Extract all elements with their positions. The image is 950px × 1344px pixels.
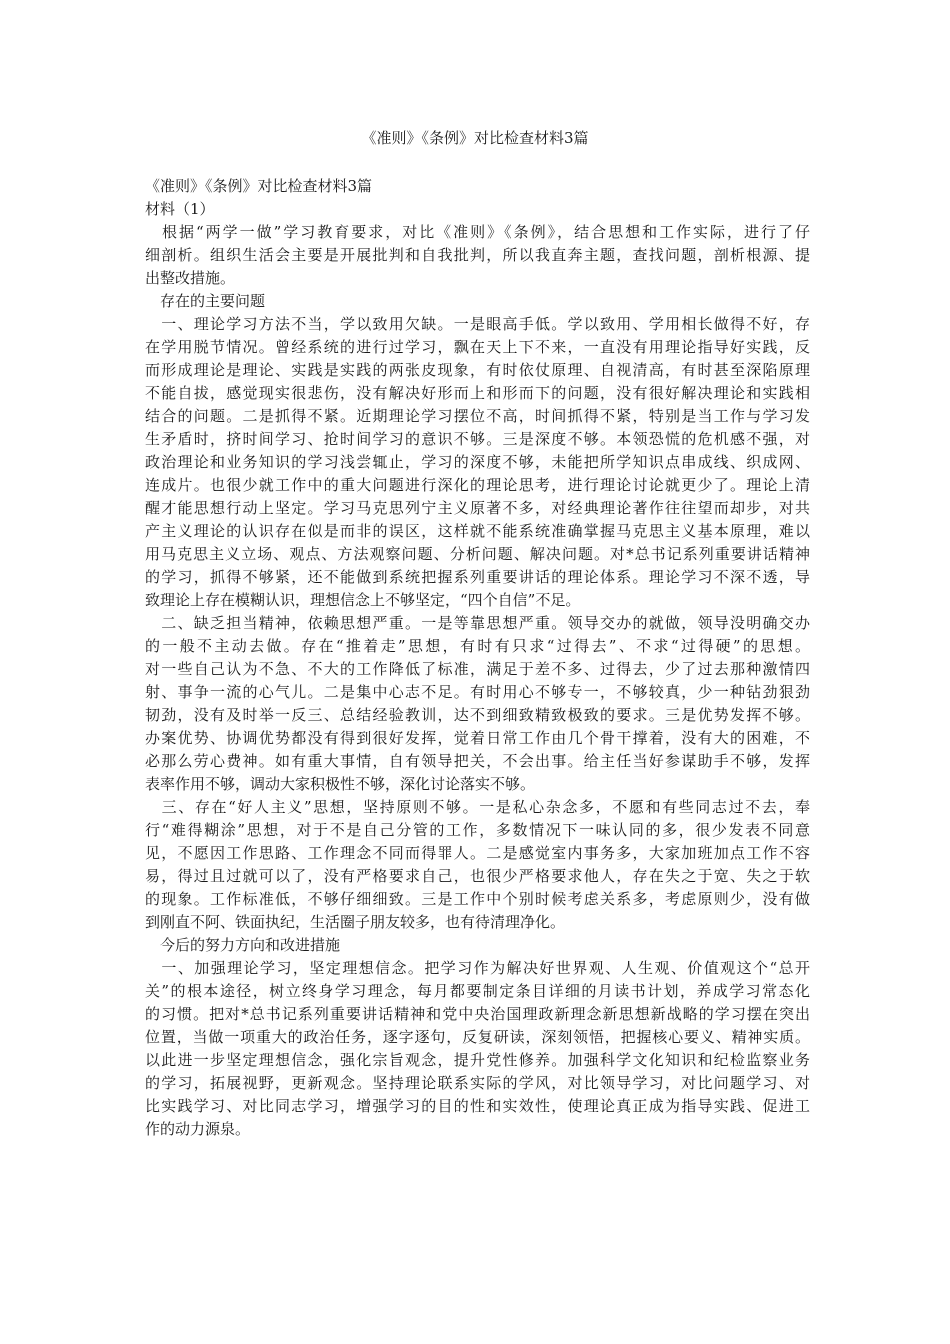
body-line: 的学习，拓展视野，更新观念。坚持理论联系实际的学风，对比领导学习，对比问题学习、对 <box>145 1074 810 1092</box>
body-line: 结合的问题。二是抓得不紧。近期理论学习摆位不高，时间抓得不紧，特别是当工作与学习发 <box>145 407 810 425</box>
body-line: 一、加强理论学习，坚定理想信念。把学习作为解决好世界观、人生观、价值观这个“总开 <box>145 959 810 977</box>
body-line: 政治理论和业务知识的学习浅尝辄止，学习的深度不够，未能把所学知识点串成线、织成网、 <box>145 453 810 471</box>
body-line: 致理论上存在模糊认识，理想信念上不够坚定，“四个自信”不足。 <box>145 591 581 609</box>
body-line: 易，得过且过就可以了，没有严格要求自己，也很少严格要求他人，存在失之于宽、失之于软 <box>145 867 810 885</box>
section-heading-measures: 今后的努力方向和改进措施 <box>145 936 341 954</box>
body-line: 而形成理论是理论、实践是实践的两张皮现象，有时依仗原理、自视清高，有时甚至深陷原理 <box>145 361 810 379</box>
body-line: 的现象。工作标准低，不够仔细细致。三是工作中个别时候考虑关系多，考虑原则少，没有做 <box>145 890 810 908</box>
body-line: 比实践学习、对比同志学习，增强学习的目的性和实效性，使理论真正成为指导实践、促进工 <box>145 1097 810 1115</box>
body-line: 醒才能思想行动上坚定。学习马克思列宁主义原著不多，对经典理论著作往往望而却步，对共 <box>145 499 810 517</box>
body-line: 三、存在“好人主义”思想，坚持原则不够。一是私心杂念多，不愿和有些同志过不去，奉 <box>145 798 810 816</box>
document-subtitle: 《准则》《条例》对比检查材料3篇 <box>145 177 373 195</box>
body-line: 对一些自己认为不急、不大的工作降低了标准，满足于差不多、过得去，少了过去那种激情四 <box>145 660 810 678</box>
body-line: 在学用脱节情况。曾经系统的进行过学习，飘在天上下不来，一直没有用理论指导好实践，反 <box>145 338 810 356</box>
body-line: 韧劲，没有及时举一反三、总结经验教训，达不到细致精致极致的要求。三是优势发挥不够。 <box>145 706 810 724</box>
body-line: 行“难得糊涂”思想，对于不是自己分管的工作，多数情况下一味认同的多，很少发表不同意 <box>145 821 810 839</box>
body-line: 见，不愿因工作思路、工作理念不同而得罪人。二是感觉室内事务多，大家加班加点工作不容 <box>145 844 810 862</box>
material-label: 材料（1） <box>145 200 215 218</box>
body-line: 位置，当做一项重大的政治任务，逐字逐句，反复研读，深刻领悟，把握核心要义、精神实质。 <box>145 1028 810 1046</box>
body-line: 射、事争一流的心气儿。二是集中心志不足。有时用心不够专一，不够较真，少一种钻劲狠劲 <box>145 683 810 701</box>
section-heading-problems: 存在的主要问题 <box>145 292 266 310</box>
body-line: 表率作用不够，调动大家积极性不够，深化讨论落实不够。 <box>145 775 536 793</box>
body-line: 不能自拔，感觉现实很悲伤，没有解决好形而上和形而下的问题，没有很好解决理论和实践相 <box>145 384 810 402</box>
body-line: 以此进一步坚定理想信念，强化宗旨观念，提升党性修养。加强科学文化知识和纪检监察业务 <box>145 1051 810 1069</box>
body-line: 的一般不主动去做。存在“推着走”思想，有时有只求“过得去”、不求“过得硬”的思想。 <box>145 637 810 655</box>
body-line: 的习惯。把对*总书记系列重要讲话精神和党中央治国理政新理念新思想新战略的学习摆在突出 <box>145 1005 810 1023</box>
body-line: 办案优势、协调优势都没有得到很好发挥，觉着日常工作由几个骨干撑着，没有大的困难，不 <box>145 729 810 747</box>
body-line: 细剖析。组织生活会主要是开展批判和自我批判，所以我直奔主题，查找问题，剖析根源、提 <box>145 246 810 264</box>
body-line: 必那么劳心费神。如有重大事情，自有领导把关，不会出事。给主任当好参谋助手不够，发挥 <box>145 752 810 770</box>
body-line: 关”的根本途径，树立终身学习理念，每月都要制定条目详细的月读书计划，养成学习常态化 <box>145 982 810 1000</box>
body-line: 生矛盾时，挤时间学习、抢时间学习的意识不够。三是深度不够。本领恐慌的危机感不强，对 <box>145 430 810 448</box>
body-line: 出整改措施。 <box>145 269 236 287</box>
body-line: 到刚直不阿、铁面执纪，生活圈子朋友较多，也有待清理净化。 <box>145 913 566 931</box>
body-line: 二、缺乏担当精神，依赖思想严重。一是等靠思想严重。领导交办的就做，领导没明确交办 <box>145 614 810 632</box>
body-line: 作的动力源泉。 <box>145 1120 251 1138</box>
document-body <box>145 175 810 1141</box>
body-line: 连成片。也很少就工作中的重大问题进行深化的理论思考，进行理论讨论就更少了。理论上清 <box>145 476 810 494</box>
document-title: 《准则》《条例》对比检查材料3篇 <box>361 129 589 147</box>
body-line: 用马克思主义立场、观点、方法观察问题、分析问题、解决问题。对*总书记系列重要讲话精神 <box>145 545 810 563</box>
body-line: 一、理论学习方法不当，学以致用欠缺。一是眼高手低。学以致用、学用相长做得不好，存 <box>145 315 810 333</box>
body-line: 的学习，抓得不够紧，还不能做到系统把握系列重要讲话的理论体系。理论学习不深不透，导 <box>145 568 810 586</box>
body-line: 产主义理论的认识存在似是而非的误区，这样就不能系统准确掌握马克思主义基本原理，难以 <box>145 522 810 540</box>
body-line: 根据“两学一做”学习教育要求，对比《准则》《条例》，结合思想和工作实际，进行了仔 <box>145 223 810 241</box>
